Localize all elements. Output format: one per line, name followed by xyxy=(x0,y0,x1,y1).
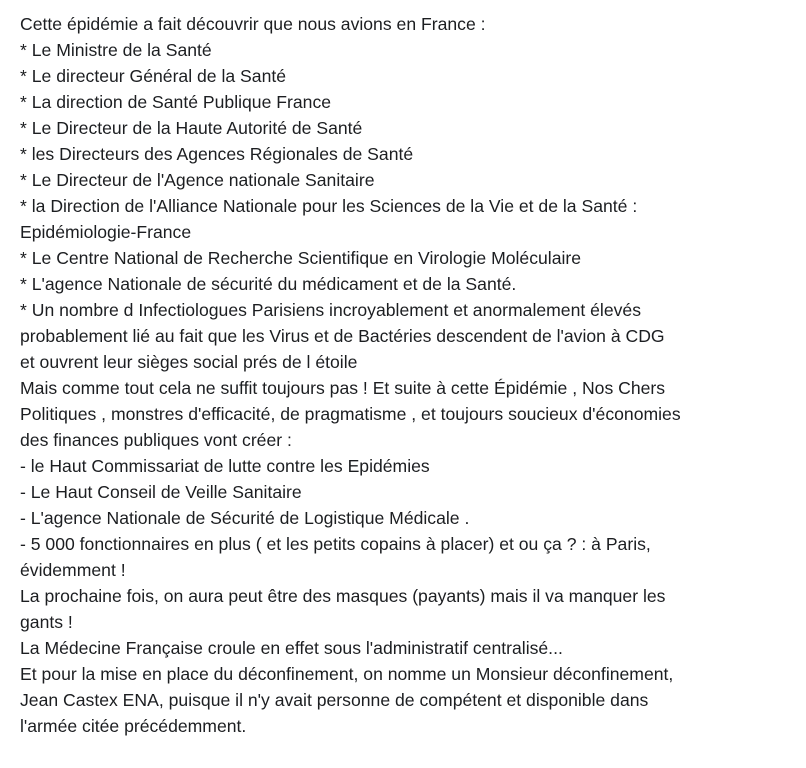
post-line-logistique: - L'agence Nationale de Sécurité de Logistique Médicale . xyxy=(20,508,470,528)
post-text xyxy=(20,11,806,739)
post-line-castex: Jean Castex ENA, puisque il n'y avait personne de compétent et disponible dans xyxy=(20,690,649,710)
post-line-sante-publique: * La direction de Santé Publique France xyxy=(20,92,332,112)
post-line-intro: Cette épidémie a fait découvrir que nous avions en France : xyxy=(20,14,486,34)
post-line-medecine: La Médecine Française croule en effet sous l'administratif centralisé... xyxy=(20,638,563,658)
post-line-siege-etoile: et ouvrent leur sièges social prés de l étoile xyxy=(20,352,358,372)
post-line-haut-commissariat: - le Haut Commissariat de lutte contre les Epidémies xyxy=(20,456,430,476)
post-line-fonctionnaires: - 5 000 fonctionnaires en plus ( et les petits copains à placer) et ou ça ? : à Paris, xyxy=(20,534,651,554)
post-line-haute-autorite: * Le Directeur de la Haute Autorité de Santé xyxy=(20,118,363,138)
post-line-epidemiologie: Epidémiologie-France xyxy=(20,222,192,242)
post-line-virus-cdg: probablement lié au fait que les Virus et de Bactéries descendent de l'avion à CDG xyxy=(20,326,665,346)
post-line-deconfinement: Et pour la mise en place du déconfinement, on nomme un Monsieur déconfinement, xyxy=(20,664,674,684)
post-line-armee: l'armée citée précédemment. xyxy=(20,716,247,736)
post-line-gants: gants ! xyxy=(20,612,73,632)
post-line-cnrs-virologie: * Le Centre National de Recherche Scientifique en Virologie Moléculaire xyxy=(20,248,582,268)
post-line-evidemment: évidemment ! xyxy=(20,560,126,580)
post-line-alliance-nationale: * la Direction de l'Alliance Nationale pour les Sciences de la Vie et de la Santé : xyxy=(20,196,638,216)
post-line-directeur-general: * Le directeur Général de la Santé xyxy=(20,66,287,86)
post-line-politiques: Politiques , monstres d'efficacité, de pragmatisme , et toujours soucieux d'économies xyxy=(20,404,681,424)
post-line-agence-medicament: * L'agence Nationale de sécurité du médicament et de la Santé. xyxy=(20,274,517,294)
post-line-masques: La prochaine fois, on aura peut être des masques (payants) mais il va manquer les xyxy=(20,586,666,606)
post-line-infectiologues: * Un nombre d Infectiologues Parisiens incroyablement et anormalement élevés xyxy=(20,300,641,320)
post-line-ministre-sante: * Le Ministre de la Santé xyxy=(20,40,212,60)
post-line-haut-conseil: - Le Haut Conseil de Veille Sanitaire xyxy=(20,482,302,502)
post-line-mais-comme: Mais comme tout cela ne suffit toujours pas ! Et suite à cette Épidémie , Nos Chers xyxy=(20,378,666,398)
post-line-agences-regionales: * les Directeurs des Agences Régionales de Santé xyxy=(20,144,414,164)
post-line-finances: des finances publiques vont créer : xyxy=(20,430,292,450)
post-line-agence-sanitaire: * Le Directeur de l'Agence nationale Sanitaire xyxy=(20,170,375,190)
